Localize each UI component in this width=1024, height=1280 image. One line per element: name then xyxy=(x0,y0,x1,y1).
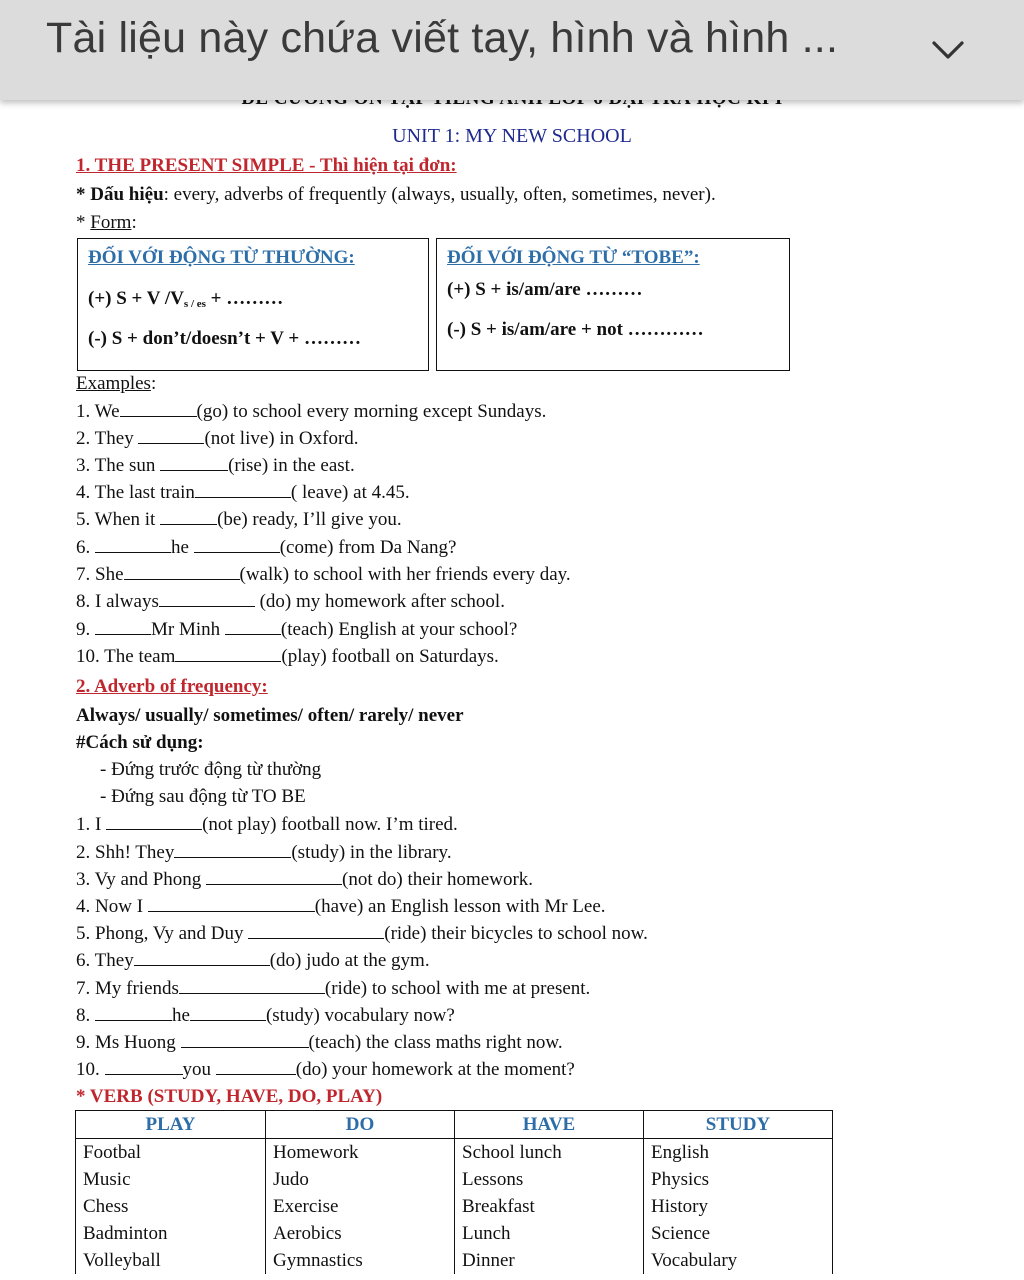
exercise1-item: 7. She (walk) to school with her friends every day. xyxy=(76,564,571,585)
answer-blank[interactable] xyxy=(195,481,291,498)
answer-blank[interactable] xyxy=(248,922,384,939)
exercise1-item: 4. The last train ( leave) at 4.45. xyxy=(76,482,410,503)
exercise2-item: 7. My friends (ride) to school with me at present. xyxy=(76,978,591,999)
table-cell: Dinner xyxy=(455,1247,644,1274)
signs-label: * Dấu hiệu xyxy=(76,184,164,205)
table-cell: Footbal xyxy=(76,1139,266,1167)
exercise1-item: 10. The team (play) football on Saturdays. xyxy=(76,646,499,667)
exercise2-item: 8. he (study) vocabulary now? xyxy=(76,1005,455,1026)
section2-title: 2. Adverb of frequency: xyxy=(76,676,268,697)
tobe-verb-box xyxy=(436,238,790,371)
exercise1-item: 3. The sun (rise) in the east. xyxy=(76,455,355,476)
table-cell: Exercise xyxy=(266,1193,455,1220)
table-cell: Breakfast xyxy=(455,1193,644,1220)
table-cell: Lessons xyxy=(455,1166,644,1193)
column-header-have: HAVE xyxy=(455,1111,644,1139)
table-cell: Badminton xyxy=(76,1220,266,1247)
exercise1-item: 8. I always (do) my homework after school. xyxy=(76,591,505,612)
app-bar xyxy=(0,0,1024,100)
answer-blank[interactable] xyxy=(194,536,280,553)
regular-negative-form: (-) S + don’t/doesn’t + V + ……… xyxy=(88,328,361,349)
exercise2-item: 2. Shh! They (study) in the library. xyxy=(76,842,452,863)
regular-verb-heading: ĐỐI VỚI ĐỘNG TỪ THƯỜNG: xyxy=(88,247,355,268)
table-cell: Volleyball xyxy=(76,1247,266,1274)
exercise1-item: 6. he (come) from Da Nang? xyxy=(76,537,457,558)
answer-blank[interactable] xyxy=(138,427,204,444)
signs-line xyxy=(76,184,716,206)
answer-blank[interactable] xyxy=(105,1058,183,1075)
table-cell: Homework xyxy=(266,1139,455,1167)
exercise1-item: 5. When it (be) ready, I’ll give you. xyxy=(76,509,402,530)
form-suffix: : xyxy=(131,212,137,233)
table-cell: History xyxy=(644,1193,833,1220)
signs-text: : every, adverbs of frequently (always, usually, often, sometimes, never). xyxy=(163,184,716,205)
exercise2-item: 4. Now I (have) an English lesson with Mr Lee. xyxy=(76,896,606,917)
answer-blank[interactable] xyxy=(159,590,255,607)
tobe-negative-form: (-) S + is/am/are + not ………… xyxy=(447,319,704,340)
table-cell: Lunch xyxy=(455,1220,644,1247)
table-row xyxy=(76,1166,833,1193)
table-cell: Science xyxy=(644,1220,833,1247)
table-cell: Music xyxy=(76,1166,266,1193)
answer-blank[interactable] xyxy=(179,977,325,994)
exercise2-item: 9. Ms Huong (teach) the class maths right now. xyxy=(76,1032,563,1053)
answer-blank[interactable] xyxy=(175,645,281,662)
table-cell: English xyxy=(644,1139,833,1167)
usage-label: #Cách sử dụng: xyxy=(76,732,204,753)
adverbs-list: Always/ usually/ sometimes/ often/ rarely/ never xyxy=(76,705,464,726)
answer-blank[interactable] xyxy=(148,895,315,912)
answer-blank[interactable] xyxy=(160,454,228,471)
answer-blank[interactable] xyxy=(174,841,291,858)
answer-blank[interactable] xyxy=(95,618,151,635)
answer-blank[interactable] xyxy=(160,508,217,525)
answer-blank[interactable] xyxy=(95,536,171,553)
exercise2-item: 1. I (not play) football now. I’m tired. xyxy=(76,814,458,835)
table-cell: School lunch xyxy=(455,1139,644,1167)
table-row xyxy=(76,1220,833,1247)
table-cell: Physics xyxy=(644,1166,833,1193)
section1-title: 1. THE PRESENT SIMPLE - Thì hiện tại đơn: xyxy=(76,155,457,176)
verb-table xyxy=(75,1110,833,1274)
examples-label: Examples: xyxy=(76,373,157,394)
exercise1-item: 2. They (not live) in Oxford. xyxy=(76,428,359,449)
verb-table-title: * VERB (STUDY, HAVE, DO, PLAY) xyxy=(76,1086,383,1107)
usage-item: - Đứng trước động từ thường xyxy=(100,759,322,780)
tobe-verb-heading: ĐỐI VỚI ĐỘNG TỪ “TOBE”: xyxy=(447,247,700,268)
form-line xyxy=(76,212,137,234)
exercise2-item: 10. you (do) your homework at the moment? xyxy=(76,1059,575,1080)
answer-blank[interactable] xyxy=(225,618,281,635)
answer-blank[interactable] xyxy=(206,868,342,885)
answer-blank[interactable] xyxy=(106,813,202,830)
column-header-play: PLAY xyxy=(76,1111,266,1139)
tobe-positive-form: (+) S + is/am/are ……… xyxy=(447,279,643,300)
usage-item: - Đứng sau động từ TO BE xyxy=(100,786,306,807)
chevron-down-icon[interactable] xyxy=(926,28,970,72)
table-row xyxy=(76,1139,833,1167)
column-header-do: DO xyxy=(266,1111,455,1139)
answer-blank[interactable] xyxy=(124,563,240,580)
column-header-study: STUDY xyxy=(644,1111,833,1139)
answer-blank[interactable] xyxy=(216,1058,296,1075)
exercise2-item: 5. Phong, Vy and Duy (ride) their bicycles to school now. xyxy=(76,923,648,944)
table-cell: Vocabulary xyxy=(644,1247,833,1274)
answer-blank[interactable] xyxy=(181,1031,309,1048)
exercise1-item: 9. Mr Minh (teach) English at your school? xyxy=(76,619,518,640)
table-row xyxy=(76,1193,833,1220)
answer-blank[interactable] xyxy=(95,1004,172,1021)
table-cell: Judo xyxy=(266,1166,455,1193)
answer-blank[interactable] xyxy=(120,400,197,417)
answer-blank[interactable] xyxy=(190,1004,266,1021)
form-label: Form xyxy=(90,212,132,233)
table-row xyxy=(76,1247,833,1274)
regular-verb-box xyxy=(77,238,429,371)
unit-title: UNIT 1: MY NEW SCHOOL xyxy=(392,125,632,147)
table-cell: Aerobics xyxy=(266,1220,455,1247)
answer-blank[interactable] xyxy=(134,949,270,966)
table-cell: Gymnastics xyxy=(266,1247,455,1274)
app-bar-title: Tài liệu này chứa viết tay, hình và hình ... xyxy=(46,14,839,62)
regular-positive-form: (+) S + V $/V_{s / es}$ + ……… xyxy=(88,288,284,310)
exercise2-item: 6. They (do) judo at the gym. xyxy=(76,950,430,971)
exercise1-item: 1. We (go) to school every morning except Sundays. xyxy=(76,401,547,422)
form-prefix: * xyxy=(76,212,91,233)
table-cell: Chess xyxy=(76,1193,266,1220)
exercise2-item: 3. Vy and Phong (not do) their homework. xyxy=(76,869,534,890)
verb-table-header-row xyxy=(76,1111,833,1139)
